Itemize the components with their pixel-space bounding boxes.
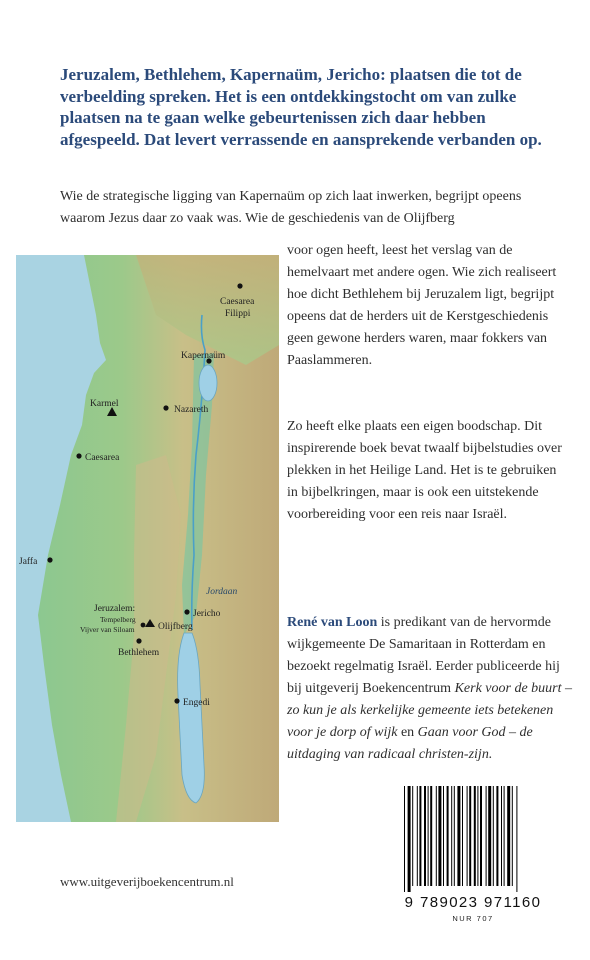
- author-text-2: en: [397, 725, 418, 740]
- nur-code: NUR 707: [452, 914, 494, 923]
- label-jordaan: Jordaan: [206, 587, 238, 597]
- marker-jeruzalem: [141, 623, 146, 628]
- sea-of-galilee: [199, 365, 217, 401]
- barcode-bar: [443, 786, 444, 886]
- barcode-bar: [457, 786, 460, 886]
- barcode-bar: [438, 786, 441, 886]
- barcode-bar: [430, 786, 432, 886]
- barcode-bar: [480, 786, 482, 886]
- barcode-bar: [501, 786, 502, 886]
- barcode-bar: [507, 786, 510, 886]
- barcode-bar: [417, 786, 418, 886]
- author-name: René van Loon: [287, 615, 378, 630]
- barcode-bar: [408, 786, 411, 892]
- label-bethlehem: Bethlehem: [118, 648, 160, 658]
- label-nazareth: Nazareth: [174, 405, 209, 415]
- book-title-2: Gaan voor God – de uitdaging van radicaal christen-zijn.: [287, 725, 533, 762]
- label-olijfberg: Olijfberg: [158, 622, 193, 632]
- barcode-bar: [467, 786, 468, 886]
- marker-caesarea-filippi: [237, 283, 242, 288]
- barcode-bar: [412, 786, 413, 886]
- label-caesarea-filippi-2: Filippi: [225, 309, 251, 319]
- holy-land-map: [16, 255, 279, 822]
- barcode-bar: [451, 786, 452, 886]
- publisher-website[interactable]: www.uitgeverijboekencentrum.nl: [60, 874, 234, 889]
- barcode-bar: [496, 786, 498, 886]
- marker-nazareth: [163, 405, 168, 410]
- barcode-bar: [486, 786, 487, 886]
- barcode-bar: [428, 786, 429, 886]
- body-paragraph-1a: Wie de strategische ligging van Kapernaüm op zich laat inwerken, begrijpt opeens waarom Jezus daar zo vaak was. Wie de geschiedenis van de Olijfberg: [60, 189, 522, 226]
- isbn-digits: 9 789023 971160: [404, 894, 542, 911]
- barcode-bar: [469, 786, 471, 886]
- marker-jaffa: [47, 557, 52, 562]
- barcode-bar: [447, 786, 449, 886]
- barcode-bar: [477, 786, 478, 886]
- marker-bethlehem: [136, 638, 141, 643]
- label-tempelberg: Tempelberg: [100, 615, 136, 624]
- barcode-bar: [436, 786, 437, 886]
- label-kapernaum: Kapernaüm: [181, 351, 226, 361]
- marker-engedi: [174, 698, 179, 703]
- barcode-bar: [462, 786, 463, 886]
- label-engedi: Engedi: [183, 698, 210, 708]
- barcode-bar: [419, 786, 421, 886]
- author-paragraph: [287, 612, 572, 766]
- book-title-1: Kerk voor de buurt – zo kun je als kerkelijke gemeente iets betekenen voor je dorp of wijk: [287, 681, 572, 740]
- barcode-bar: [512, 786, 513, 886]
- marker-jericho: [184, 609, 189, 614]
- barcode-bar: [488, 786, 491, 886]
- barcode-bar: [424, 786, 426, 886]
- barcode-bar: [404, 786, 405, 892]
- barcode-bar: [474, 786, 476, 886]
- barcode-bar: [504, 786, 505, 886]
- intro-paragraph: Jeruzalem, Bethlehem, Kapernaüm, Jericho: plaatsen die tot de verbeelding spreken. Het is een ontdekkingstocht om van zulke plaatsen na te gaan welke gebeurtenissen zich daar hebben afgespeeld. Dat levert verrassende en aansprekende verbanden op.: [60, 65, 542, 149]
- body-paragraph-2: Zo heeft elke plaats een eigen boodschap. Dit inspirerende boek bevat twaalf bijbelstudies over plekken in het Heilige Land. Het is te gebruiken in bijbelkringen, maar is ook een uitstekende voorbereiding voor een reis naar Israël.: [287, 419, 562, 522]
- body-paragraph-1b: voor ogen heeft, leest het verslag van de hemelvaart met andere ogen. Wie zich realiseert hoe dicht Bethlehem bij Jeruzalem ligt, begrijpt opeens dat de herders uit de Kerstgeschiedenis geen gewone herders waren, maar fokkers van Paaslammeren.: [287, 243, 557, 368]
- author-text-1: is predikant van de hervormde wijkgemeente De Samaritaan in Rotterdam en bezoekt regelmatig Israël. Eerder publiceerde hij bij uitgeverij Boekencentrum: [287, 615, 560, 696]
- label-jaffa: Jaffa: [19, 557, 38, 567]
- label-karmel: Karmel: [90, 399, 119, 409]
- label-jeruzalem: Jeruzalem:: [94, 604, 136, 614]
- label-jericho: Jericho: [193, 609, 221, 619]
- barcode-bar: [454, 786, 455, 886]
- label-vijver-van-siloam: Vijver van Siloam: [80, 625, 135, 634]
- label-caesarea: Caesarea: [85, 453, 120, 463]
- marker-caesarea: [76, 453, 81, 458]
- barcode-bar: [516, 786, 517, 892]
- label-caesarea-filippi-1: Caesarea: [220, 297, 255, 307]
- barcode-bar: [493, 786, 494, 886]
